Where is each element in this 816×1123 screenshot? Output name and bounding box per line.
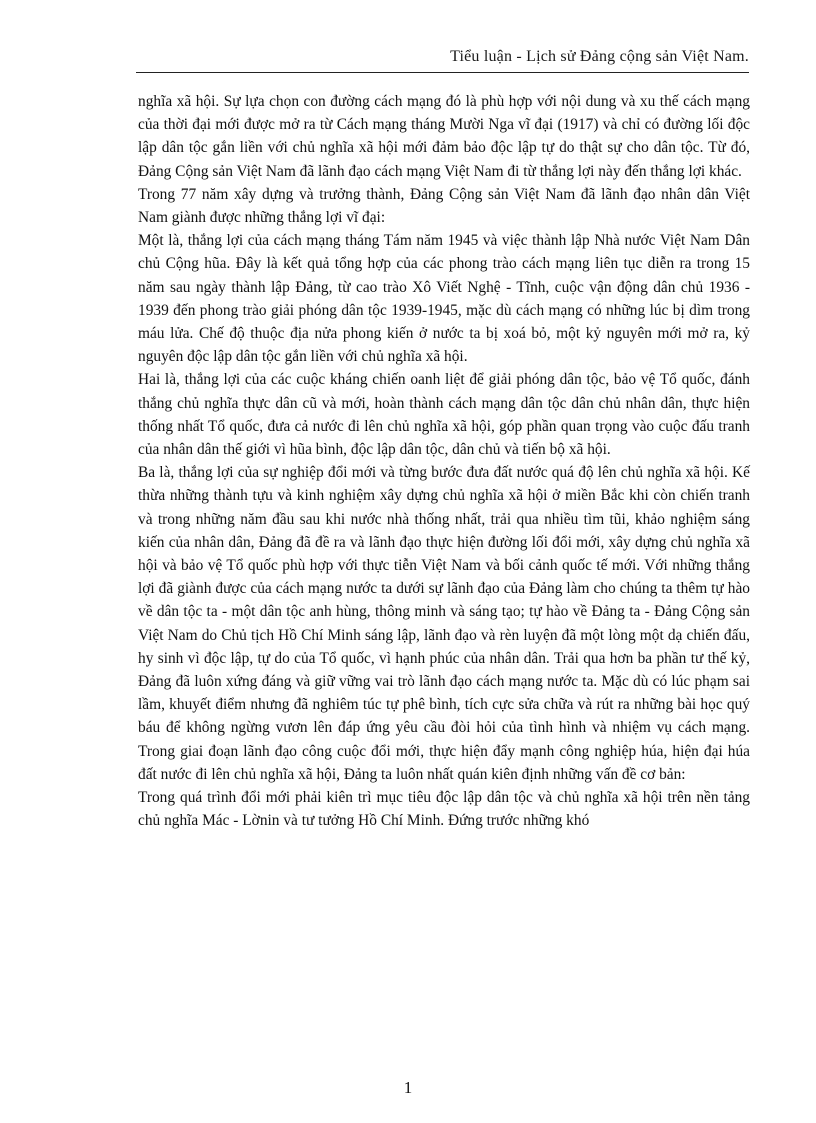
paragraph: nghĩa xã hội. Sự lựa chọn con đường cách mạng đó là phù hợp với nội dung và xu thế cách mạng của thời đại mới được mở ra từ Cách mạng tháng Mười Nga vĩ đại (1917) và chỉ có đường lối độc lập dân tộc gắn liền với chủ nghĩa xã hội mới đảm bảo độc lập tự do thật sự cho dân tộc. Từ đó, Đảng Cộng sản Việt Nam đã lãnh đạo cách mạng Việt Nam đi từ thắng lợi này đến thắng lợi khác. — [138, 93, 750, 180]
running-header: Tiểu luận - Lịch sử Đảng cộng sản Việt Nam. — [450, 48, 749, 65]
paragraph: Trong 77 năm xây dựng và trưởng thành, Đảng Cộng sản Việt Nam đã lãnh đạo nhân dân Việt Nam giành được những thắng lợi vĩ đại: — [138, 185, 750, 227]
body-text — [138, 90, 750, 833]
paragraph: Trong quá trình đổi mới phải kiên trì mục tiêu độc lập dân tộc và chủ nghĩa xã hội trên nền tảng chủ nghĩa Mác - Lờnin và tư tưởng Hồ Chí Minh. Đứng trước những khó — [138, 789, 750, 830]
paragraph: Một là, thắng lợi của cách mạng tháng Tám năm 1945 và việc thành lập Nhà nước Việt Nam Dân chủ Cộng hũa. Đây là kết quả tổng hợp của các phong trào cách mạng liên tục diễn ra trong 15 năm sau ngày thành lập Đảng, từ cao trào Xô Viết Nghệ - Tĩnh, cuộc vận động dân chủ 1936 - 1939 đến phong trào giải phóng dân tộc 1939-1945, mặc dù cách mạng có những lúc bị dìm trong máu lửa. Chế độ thuộc địa nửa phong kiến ở nước ta bị xoá bỏ, một kỷ nguyên mới mở ra, kỷ nguyên độc lập dân tộc gắn liền với chủ nghĩa xã hội. — [138, 232, 750, 366]
paragraph: Ba là, thắng lợi của sự nghiệp đổi mới và từng bước đưa đất nước quá độ lên chủ nghĩa xã hội. Kế thừa những thành tựu và kinh nghiệm xây dựng chủ nghĩa xã hội ở miền Bắc khi còn chiến tranh và trong những năm đầu sau khi nước nhà thống nhất, trải qua nhiều tìm tũi, khảo nghiệm sáng kiến của nhân dân, Đảng đã đề ra và lãnh đạo thực hiện đường lối đổi mới, xây dựng chủ nghĩa xã hội và bảo vệ Tổ quốc phù hợp với thực tiễn Việt Nam và bối cảnh quốc tế mới. Với những thắng lợi đã giành được của cách mạng nước ta dưới sự lãnh đạo của Đảng làm cho chúng ta thêm tự hào về dân tộc ta - một dân tộc anh hùng, thông minh và sáng tạo; tự hào về Đảng ta - Đảng Cộng sản Việt Nam do Chủ tịch Hồ Chí Minh sáng lập, lãnh đạo và rèn luyện đã một lòng một dạ chiến đấu, hy sinh vì độc lập, tự do của Tổ quốc, vì hạnh phúc của nhân dân. Trải qua hơn ba phần tư thế kỷ, Đảng đã luôn xứng đáng và giữ vững vai trò lãnh đạo cách mạng nước ta. Mặc dù có lúc phạm sai lầm, khuyết điểm nhưng đã nghiêm túc tự phê bình, tích cực sửa chữa và rút ra những bài học quý báu để không ngừng vươn lên đáp ứng yêu cầu đòi hỏi của tình hình và nhiệm vụ cách mạng. Trong giai đoạn lãnh đạo công cuộc đổi mới, thực hiện đẩy mạnh công nghiệp húa, hiện đại húa đất nước đi lên chủ nghĩa xã hội, Đảng ta luôn nhất quán kiên định những vấn đề cơ bản: — [138, 464, 750, 783]
paragraph: Hai là, thắng lợi của các cuộc kháng chiến oanh liệt để giải phóng dân tộc, bảo vệ Tổ quốc, đánh thắng chủ nghĩa thực dân cũ và mới, hoàn thành cách mạng dân tộc dân chủ nhân dân, thực hiện thống nhất Tổ quốc, đưa cả nước đi lên chủ nghĩa xã hội, góp phần quan trọng vào cuộc đấu tranh của nhân dân thế giới vì hũa bình, độc lập dân tộc, dân chủ và tiến bộ xã hội. — [138, 371, 750, 459]
header-rule — [136, 72, 749, 73]
page-number: 1 — [403, 1078, 413, 1097]
